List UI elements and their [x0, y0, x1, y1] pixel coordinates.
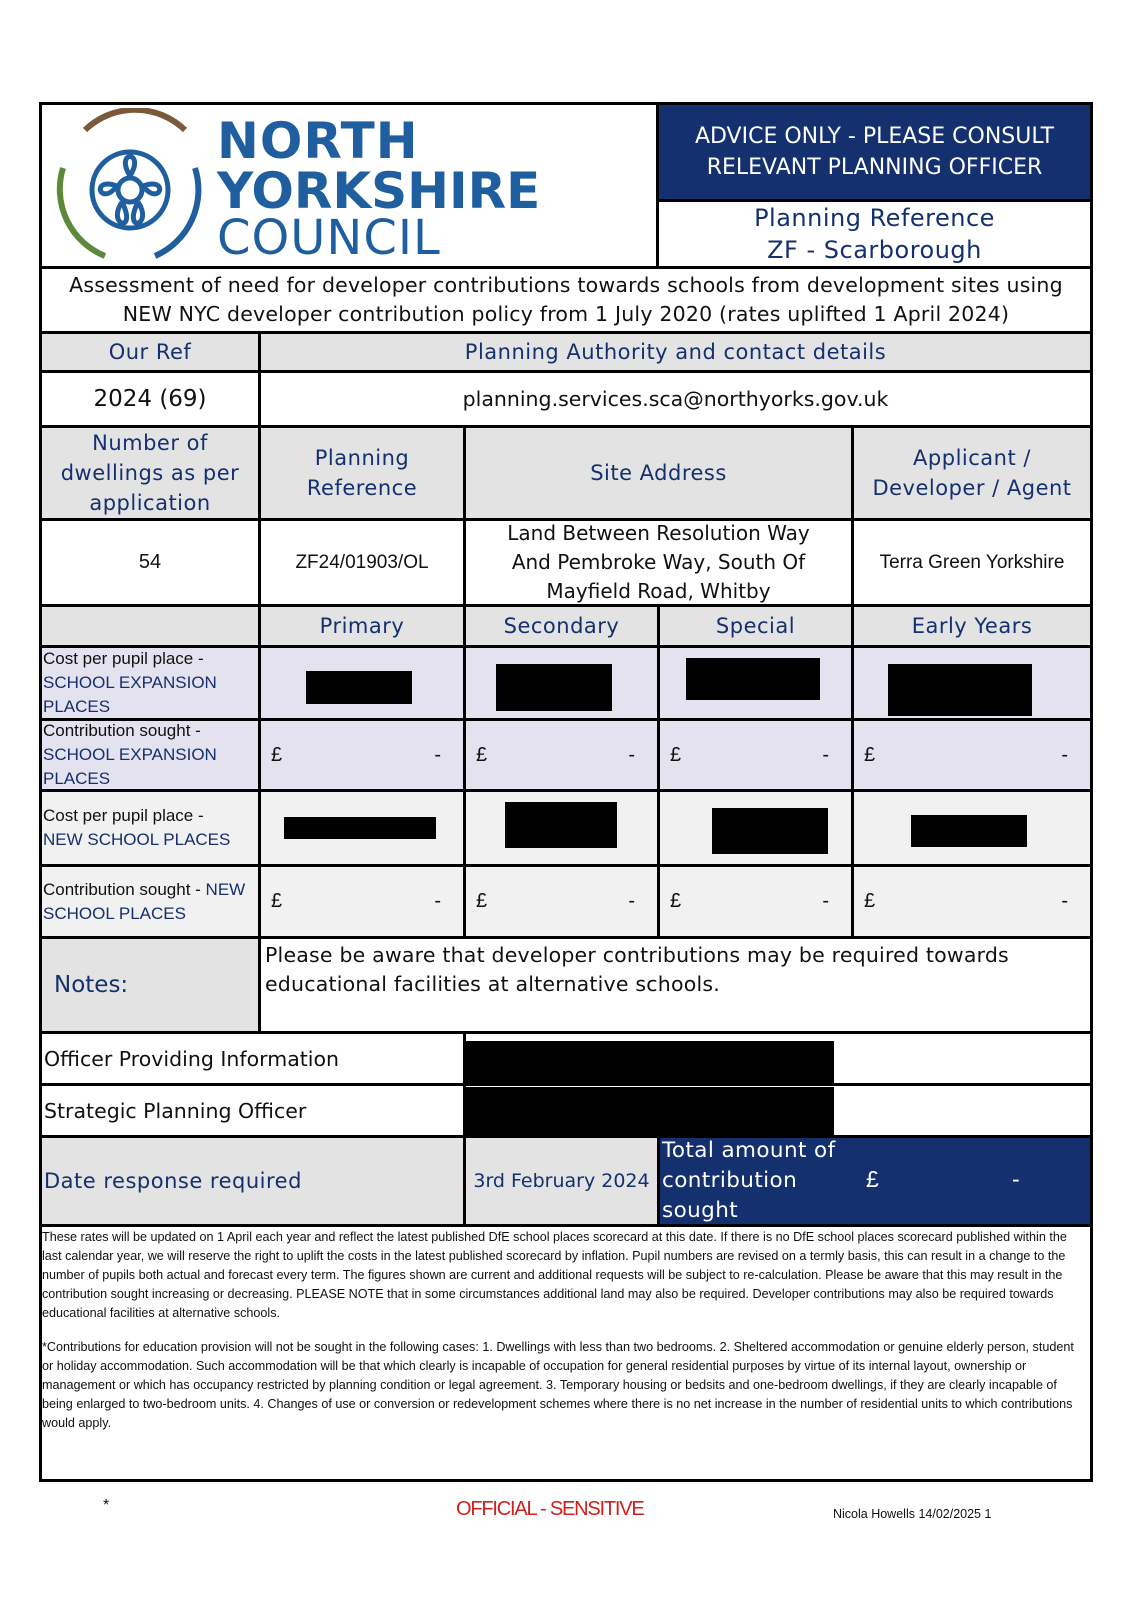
redaction-box [466, 1041, 834, 1083]
strategic-label: Strategic Planning Officer [44, 1098, 307, 1123]
planning-ref-value-text: ZF24/01903/OL [295, 551, 429, 573]
footer-asterisk: * [103, 1497, 110, 1514]
our-ref-value-text: 2024 (69) [93, 386, 207, 412]
logo-text-council: COUNCIL [217, 210, 441, 266]
currency-symbol: £ [670, 890, 682, 912]
school-header-primary [258, 604, 466, 648]
cost-new-highlight: NEW SCHOOL PLACES [43, 830, 231, 849]
school-header-special [657, 604, 854, 648]
site-address-value-text: Land Between Resolution Way And Pembroke Way, South Of Mayfield Road, Whitby [507, 521, 810, 603]
dwellings-value-text: 54 [138, 551, 162, 573]
officer-label: Officer Providing Information [44, 1046, 340, 1071]
notes-label: Notes: [54, 972, 129, 998]
date-label: Date response required [44, 1169, 302, 1193]
applicant-value [851, 518, 1093, 607]
applicant-value-text: Terra Green Yorkshire [879, 551, 1065, 573]
officer-label-cell [39, 1031, 466, 1086]
contrib-expansion-special [657, 718, 854, 792]
site-address-value [463, 518, 854, 607]
contrib-expansion-highlight: SCHOOL EXPANSION PLACES [43, 745, 217, 788]
footnote-rates-text: These rates will be updated on 1 April each year and reflect the latest published DfE school places scorecard at this date. If there is no DfE school places scorecard published within the last calendar year, we will reserve the right to uplift the costs in the latest published scorecard by inflation. Pupil numbers are revised on a termly basis, this can result in a change to the number of pupils both actual and forecast every term. The figures shown are current and additional requests will be subject to re-calculation. Please be aware that this may result in the contribution sought increasing or decreasing. PLEASE NOTE that in some circumstances additional land may also be required. Developer contributions may also be required towards educational facilities at alternative schools. [42, 1230, 1067, 1320]
special-label: Special [715, 614, 796, 638]
applicant-header-text: Applicant / Developer / Agent [872, 446, 1072, 500]
cost-expansion-highlight: SCHOOL EXPANSION PLACES [43, 673, 217, 716]
currency-symbol: £ [864, 743, 876, 766]
contrib-new-early-years [851, 864, 1093, 939]
contrib-new-prefix: Contribution sought - [43, 879, 206, 899]
planning-reference-label: Planning Reference [754, 204, 995, 232]
currency-symbol: £ [271, 890, 283, 912]
contrib-new-highlight: NEW SCHOOL PLACES [43, 879, 246, 923]
contrib-new-secondary [463, 864, 660, 939]
rose-emblem-icon [45, 108, 215, 264]
footnote-exclusions-text: *Contributions for education provision will not be sought in the following cases: 1. Dwellings with less than two bedrooms. 2. Sheltered accommodation or genuine elderly person, student or holiday accommodation. Such accommodation will be that which clearly is incapable of occupation for general residential purposes by virtue of its internal layout, ownership or management or which has occupancy restricted by planning condition or legal agreement. 3. Temporary housing or bedsits and one-bedroom dwellings, if they are clearly incapable of being enlarged to two-bedroom units. 4. Changes of use or conversion or redevelopment schemes where there is no net increase in the number of residential units to which contributions would apply. [42, 1340, 1074, 1430]
redaction-box [496, 664, 612, 711]
value-dash: - [1061, 890, 1068, 912]
dwellings-header [39, 425, 261, 521]
currency-symbol: £ [864, 890, 876, 912]
value-dash: - [628, 743, 635, 766]
council-logo [45, 108, 655, 264]
contrib-expansion-early-years [851, 718, 1093, 792]
date-value: 3rd February 2024 [473, 1170, 650, 1192]
cost-expansion-prefix: Cost per pupil place - [43, 649, 204, 668]
footer-author: Nicola Howells 14/02/2025 1 [833, 1507, 992, 1521]
value-dash: - [822, 890, 829, 912]
contrib-expansion-secondary [463, 718, 660, 792]
school-header-blank [39, 604, 261, 648]
planning-ref-value [258, 518, 466, 607]
classification-label: OFFICIAL - SENSITIVE [456, 1498, 644, 1520]
date-label-cell [39, 1135, 466, 1227]
site-address-header [463, 425, 854, 521]
currency-symbol: £ [476, 743, 488, 766]
advice-text: ADVICE ONLY - PLEASE CONSULT RELEVANT PLANNING OFFICER [694, 124, 1055, 180]
school-header-early-years [851, 604, 1093, 648]
currency-symbol: £ [476, 890, 488, 912]
school-header-secondary [463, 604, 660, 648]
value-dash: - [1061, 743, 1068, 766]
planning-reference-value: ZF - Scarborough [767, 236, 982, 264]
applicant-header [851, 425, 1093, 521]
logo-text-yorkshire: YORKSHIRE [217, 162, 541, 220]
intro-text [39, 266, 1093, 334]
redaction-box [686, 658, 820, 700]
planning-ref-header [258, 425, 466, 521]
redaction-box [466, 1087, 834, 1135]
value-dash: - [628, 890, 635, 912]
cost-new-prefix: Cost per pupil place - [43, 806, 204, 825]
currency-symbol: £ [670, 743, 682, 766]
contrib-new-special [657, 864, 854, 939]
primary-label: Primary [319, 614, 405, 638]
notes-text-cell [258, 936, 1093, 1034]
authority-email [258, 370, 1093, 428]
early-years-label: Early Years [911, 614, 1033, 638]
our-ref-label: Our Ref [108, 340, 192, 364]
planning-reference-box [656, 199, 1093, 269]
authority-email-text: planning.services.sca@northyorks.gov.uk [462, 387, 889, 411]
currency-symbol: £ [271, 743, 283, 766]
notes-label-cell [39, 936, 261, 1034]
site-address-header-text: Site Address [590, 461, 727, 485]
value-dash: - [434, 743, 441, 766]
secondary-label: Secondary [503, 614, 620, 638]
logo-text-north: NORTH [217, 112, 419, 170]
strategic-label-cell [39, 1083, 466, 1138]
dwellings-header-text: Number of dwellings as per application [60, 431, 240, 515]
notes-text: Please be aware that developer contributions may be required towards educational facilities at alternative schools. [265, 943, 1009, 996]
contrib-expansion-primary [258, 718, 466, 792]
advice-banner [656, 102, 1093, 202]
row-label-cost-expansion [39, 645, 261, 721]
footnote-rates [42, 1228, 1088, 1323]
redaction-box [712, 808, 828, 854]
redaction-box [505, 802, 617, 848]
value-dash: - [434, 890, 441, 912]
value-dash: - [822, 743, 829, 766]
row-label-cost-new [39, 789, 261, 867]
total-value: - [1012, 1166, 1020, 1192]
redaction-box [306, 671, 412, 704]
our-ref-value [39, 370, 261, 428]
intro-text-content: Assessment of need for developer contributions towards schools from development sites using NEW NYC developer contribution policy from 1 July 2020 (rates uplifted 1 April 2024) [69, 273, 1063, 326]
redaction-box [911, 815, 1027, 847]
dwellings-value [39, 518, 261, 607]
date-value-cell [463, 1135, 660, 1227]
total-label: Total amount of contribution sought [662, 1138, 836, 1223]
authority-header [258, 331, 1093, 373]
contrib-new-primary [258, 864, 466, 939]
row-label-contrib-expansion [39, 718, 261, 792]
contrib-expansion-prefix: Contribution sought - [43, 721, 201, 740]
authority-label: Planning Authority and contact details [464, 340, 887, 364]
planning-ref-header-text: Planning Reference [306, 446, 418, 500]
redaction-box [284, 817, 436, 839]
total-cell [657, 1135, 1093, 1227]
footnote-exclusions [42, 1338, 1088, 1433]
row-label-contrib-new [39, 864, 261, 939]
redaction-box [888, 664, 1032, 716]
our-ref-header [39, 331, 261, 373]
total-currency-symbol: £ [866, 1166, 879, 1192]
